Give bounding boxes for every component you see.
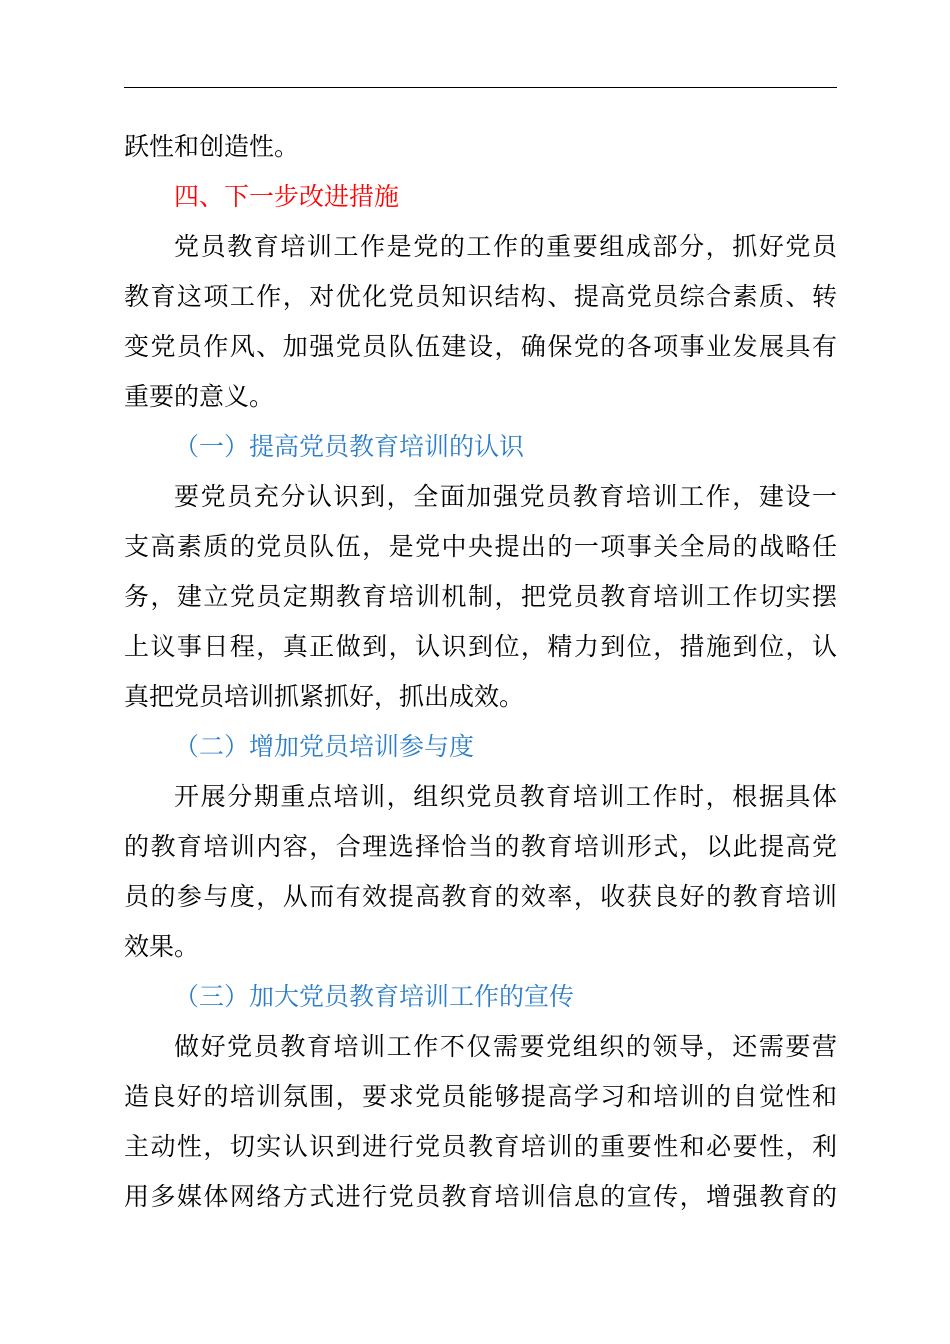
paragraph-line: 党员教育培训工作是党的工作的重要组成部分，抓好党员 (174, 232, 837, 261)
paragraph-line: 做好党员教育培训工作不仅需要党组织的领导，还需要营 (174, 1032, 837, 1061)
paragraph-line: 要党员充分认识到，全面加强党员教育培训工作，建设一 (174, 482, 837, 511)
paragraph-line: 效果。 (124, 932, 200, 961)
paragraph-line: 员的参与度，从而有效提高教育的效率，收获良好的教育培训 (124, 882, 837, 911)
paragraph-line: 真把党员培训抓紧抓好，抓出成效。 (124, 682, 525, 711)
paragraph-line: 主动性，切实认识到进行党员教育培训的重要性和必要性，利 (124, 1132, 837, 1161)
paragraph-line: 务，建立党员定期教育培训机制，把党员教育培训工作切实摆 (124, 582, 837, 611)
document-body (124, 122, 837, 1222)
paragraph-line: 上议事日程，真正做到，认识到位，精力到位，措施到位，认 (124, 632, 837, 661)
subheading-3: （三）加大党员教育培训工作的宣传 (174, 982, 575, 1011)
section-heading-4: 四、下一步改进措施 (174, 182, 400, 211)
paragraph-line: 重要的意义。 (124, 382, 275, 411)
paragraph-continuation-line: 跃性和创造性。 (124, 132, 300, 161)
subheading-1: （一）提高党员教育培训的认识 (174, 432, 525, 461)
header-rule (124, 87, 837, 88)
paragraph-line: 用多媒体网络方式进行党员教育培训信息的宣传，增强教育的 (124, 1182, 837, 1211)
paragraph-line: 支高素质的党员队伍，是党中央提出的一项事关全局的战略任 (124, 532, 837, 561)
paragraph-line: 的教育培训内容，合理选择恰当的教育培训形式，以此提高党 (124, 832, 837, 861)
paragraph-line: 变党员作风、加强党员队伍建设，确保党的各项事业发展具有 (124, 332, 837, 361)
paragraph-line: 造良好的培训氛围，要求党员能够提高学习和培训的自觉性和 (124, 1082, 837, 1111)
subheading-2: （二）增加党员培训参与度 (174, 732, 475, 761)
paragraph-line: 教育这项工作，对优化党员知识结构、提高党员综合素质、转 (124, 282, 837, 311)
paragraph-line: 开展分期重点培训，组织党员教育培训工作时，根据具体 (174, 782, 837, 811)
